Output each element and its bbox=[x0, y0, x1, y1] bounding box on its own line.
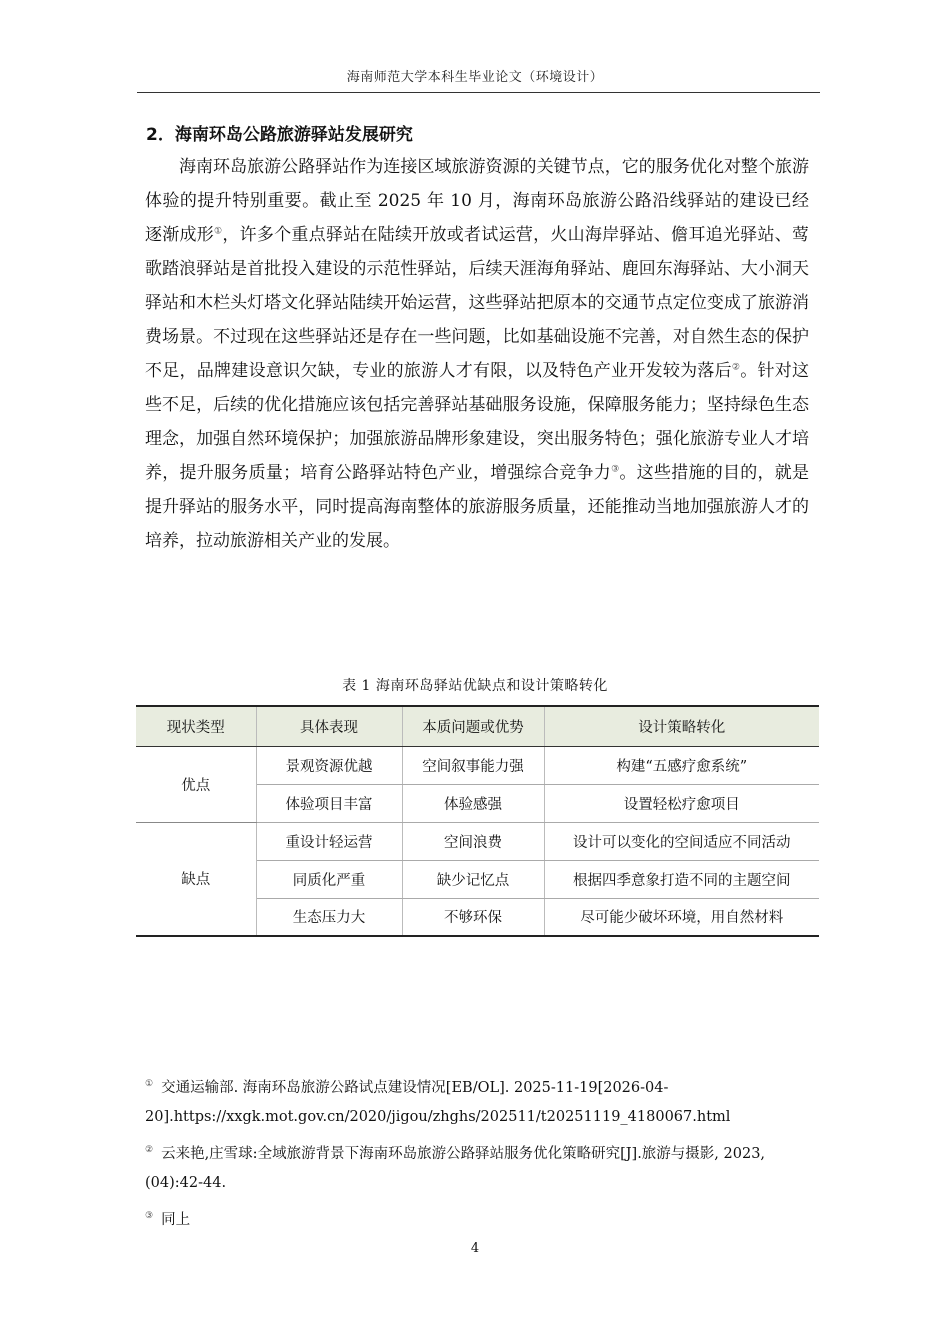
table-cell: 生态压力大 bbox=[256, 898, 402, 936]
table-cell: 同质化严重 bbox=[256, 860, 402, 898]
table-row bbox=[136, 822, 819, 860]
table-cell: 根据四季意象打造不同的主题空间 bbox=[544, 860, 819, 898]
table-cell: 设置轻松疗愈项目 bbox=[544, 784, 819, 822]
table-cell: 体验项目丰富 bbox=[256, 784, 402, 822]
footnote-text: 云来艳,庄雪球:全域旅游背景下海南环岛旅游公路驿站服务优化策略研究[J].旅游与摄影, 2023,(04):42-44. bbox=[145, 1145, 766, 1191]
body-text-segment: 。针对这些不足，后续的优化措施应该包括完善驿站基础服务设施，保障服务能力；坚持绿色生态理念，加强自然环境保护；加强旅游品牌形象建设，突出服务特色；强化旅游专业人才培养，提升服务质量；培育公路驿站特色产业，增强综合竞争力 bbox=[145, 361, 810, 483]
table-cell: 不够环保 bbox=[402, 898, 544, 936]
page-number: 4 bbox=[470, 1241, 480, 1256]
body-text-segment: ，许多个重点驿站在陆续开放或者试运营，火山海岸驿站、儋耳追光驿站、莺歌踏浪驿站是首批投入建设的示范性驿站，后续天涯海角驿站、鹿回东海驿站、大小洞天驿站和木栏头灯塔文化驿站陆续开始运营，这些驿站把原本的交通节点定位变成了旅游消费场景。不过现在这些驿站还是存在一些问题，比如基础设施不完善，对自然生态的保护不足，品牌建设意识欠缺，专业的旅游人才有限，以及特色产业开发较为落后 bbox=[145, 225, 810, 381]
body-text-segment: 海南环岛旅游公路驿站作为连接区域旅游资源的关键节点，它的服务优化对整个旅游体验的提升特别重要。截止至 2025 年 10 月，海南环岛旅游公路沿线驿站的建设已经逐渐成形 bbox=[145, 157, 809, 245]
strategy-table bbox=[136, 705, 819, 937]
footnotes bbox=[145, 1070, 809, 1238]
table-cell: 构建“五感疗愈系统” bbox=[544, 746, 819, 784]
table-cell: 空间浪费 bbox=[402, 822, 544, 860]
table-header-cell: 设计策略转化 bbox=[544, 706, 819, 746]
status-type-cell: 优点 bbox=[136, 746, 256, 822]
table-cell: 空间叙事能力强 bbox=[402, 746, 544, 784]
footnote bbox=[145, 1136, 809, 1198]
body-paragraph bbox=[145, 150, 809, 558]
table-header-cell: 现状类型 bbox=[136, 706, 256, 746]
table-header-cell: 具体表现 bbox=[256, 706, 402, 746]
status-type-cell: 缺点 bbox=[136, 822, 256, 936]
table-cell: 体验感强 bbox=[402, 784, 544, 822]
body-text-segment: 。这些措施的目的，就是提升驿站的服务水平，同时提高海南整体的旅游服务质量，还能推动当地加强旅游人才的培养，拉动旅游相关产业的发展。 bbox=[145, 463, 810, 551]
table-cell: 缺少记忆点 bbox=[402, 860, 544, 898]
table-cell: 景观资源优越 bbox=[256, 746, 402, 784]
footnote-text: 交通运输部. 海南环岛旅游公路试点建设情况[EB/OL]. 2025-11-19[2026-04-20].https://xxgk.mot.gov.cn/2020/jigou/zhghs/202511/t20251119_4180067.html bbox=[145, 1079, 731, 1125]
table-cell: 尽可能少破坏环境，用自然材料 bbox=[544, 898, 819, 936]
footnote-text: 同上 bbox=[161, 1211, 191, 1228]
footnote bbox=[145, 1202, 809, 1235]
footnote bbox=[145, 1070, 809, 1132]
table-cell: 设计可以变化的空间适应不同活动 bbox=[544, 822, 819, 860]
table-header-row bbox=[136, 706, 819, 746]
running-header: 海南师范大学本科生毕业论文（环境设计） bbox=[346, 70, 604, 85]
table-header-cell: 本质问题或优势 bbox=[402, 706, 544, 746]
footnote-ref-3: ③ bbox=[611, 464, 620, 475]
footnote-ref-2: ② bbox=[731, 362, 741, 373]
footnote-number: ② bbox=[145, 1144, 154, 1155]
section-heading: 2．海南环岛公路旅游驿站发展研究 bbox=[146, 125, 413, 145]
table-caption: 表 1 海南环岛驿站优缺点和设计策略转化 bbox=[342, 678, 608, 694]
footnote-number: ③ bbox=[145, 1210, 154, 1221]
footnote-number: ① bbox=[145, 1079, 154, 1089]
header-rule bbox=[137, 92, 820, 93]
footnote-ref-1: ① bbox=[214, 226, 223, 237]
table-row bbox=[136, 746, 819, 784]
table-cell: 重设计轻运营 bbox=[256, 822, 402, 860]
